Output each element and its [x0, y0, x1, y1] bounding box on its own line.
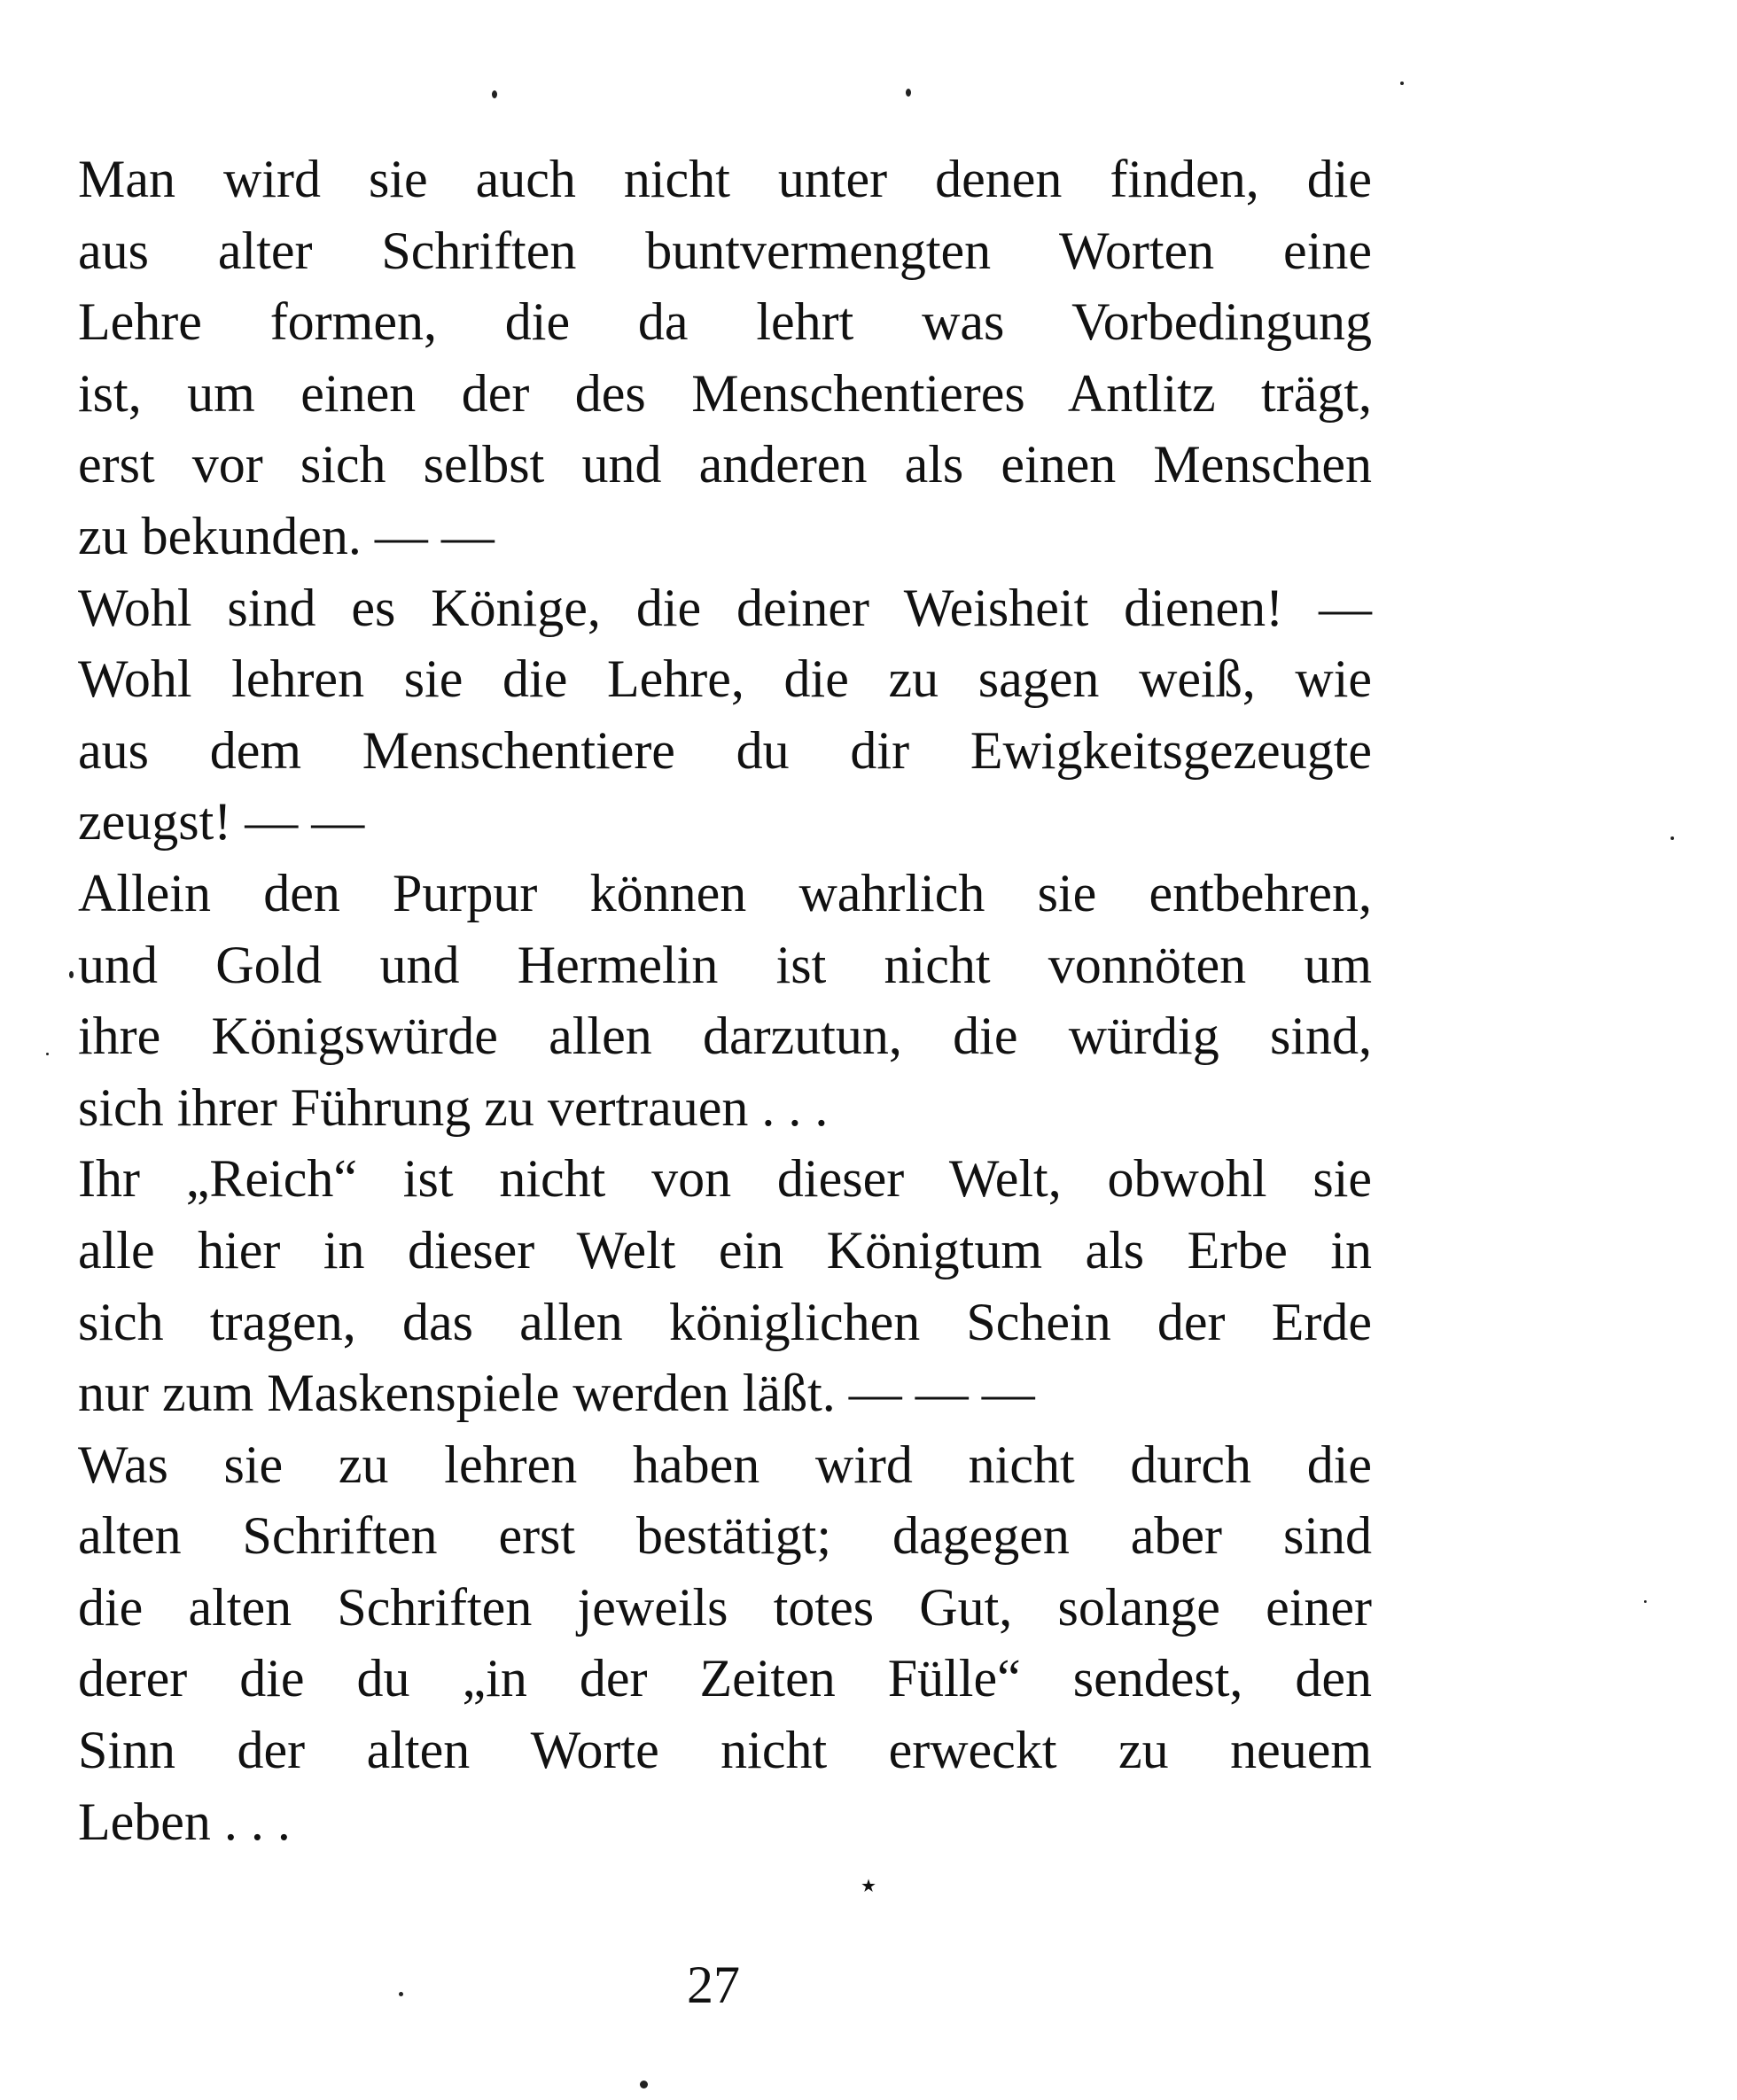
text-line: aus alter Schriften buntvermengten Worten eine: [78, 221, 1372, 280]
text-line: Was sie zu lehren haben wird nicht durch die: [78, 1435, 1372, 1494]
scan-speck: [1400, 82, 1404, 85]
scan-speck: [1644, 1600, 1647, 1603]
scan-speck: [640, 2081, 648, 2088]
text-line: und Gold und Hermelin ist nicht vonnöten um: [78, 935, 1372, 994]
text-line: zeugst! — —: [78, 792, 365, 852]
text-line: sich ihrer Führung zu vertrauen . . .: [78, 1077, 829, 1137]
text-line: sich tragen, das allen königlichen Schein der Erde: [78, 1292, 1372, 1351]
text-line: Leben . . .: [78, 1792, 291, 1851]
text-line: nur zum Maskenspiele werden läßt. — — —: [78, 1364, 1035, 1423]
text-line: Lehre formen, die da lehrt was Vorbedingung: [78, 292, 1372, 352]
text-line: alle hier in dieser Welt ein Königtum als Erbe in: [78, 1220, 1372, 1279]
scan-speck: [1671, 836, 1674, 840]
scan-speck: [906, 89, 911, 97]
text-line: Wohl sind es Könige, die deiner Weisheit dienen! —: [78, 578, 1372, 637]
text-line: Allein den Purpur können wahrlich sie entbehren,: [78, 863, 1372, 922]
text-line: derer die du „in der Zeiten Fülle“ sendest, den: [78, 1649, 1372, 1708]
text-line: die alten Schriften jeweils totes Gut, solange einer: [78, 1577, 1372, 1637]
text-line: ist, um einen der des Menschentieres Antlitz trägt,: [78, 363, 1372, 423]
scan-speck: [69, 971, 74, 978]
body-text: [78, 144, 1372, 1857]
text-line: Sinn der alten Worte nicht erweckt zu neuem: [78, 1721, 1372, 1780]
text-line: erst vor sich selbst und anderen als einen Menschen: [78, 435, 1372, 494]
scan-speck: [46, 1053, 49, 1055]
text-line: aus dem Menschentiere du dir Ewigkeitsgezeugte: [78, 720, 1372, 780]
text-line: Man wird sie auch nicht unter denen finden, die: [78, 150, 1372, 208]
text-line: zu bekunden. — —: [78, 506, 495, 565]
scan-speck: [492, 90, 497, 98]
text-line: alten Schriften erst bestätigt; dagegen aber sind: [78, 1506, 1372, 1566]
star-ornament-icon: ⋆: [857, 1865, 880, 1905]
page-number: 27: [687, 1956, 740, 2014]
text-line: Wohl lehren sie die Lehre, die zu sagen weiß, wie: [78, 649, 1372, 709]
scan-speck: [399, 1992, 403, 1996]
text-line: Ihr „Reich“ ist nicht von dieser Welt, obwohl sie: [78, 1149, 1372, 1209]
text-line: ihre Königswürde allen darzutun, die würdig sind,: [78, 1007, 1372, 1066]
